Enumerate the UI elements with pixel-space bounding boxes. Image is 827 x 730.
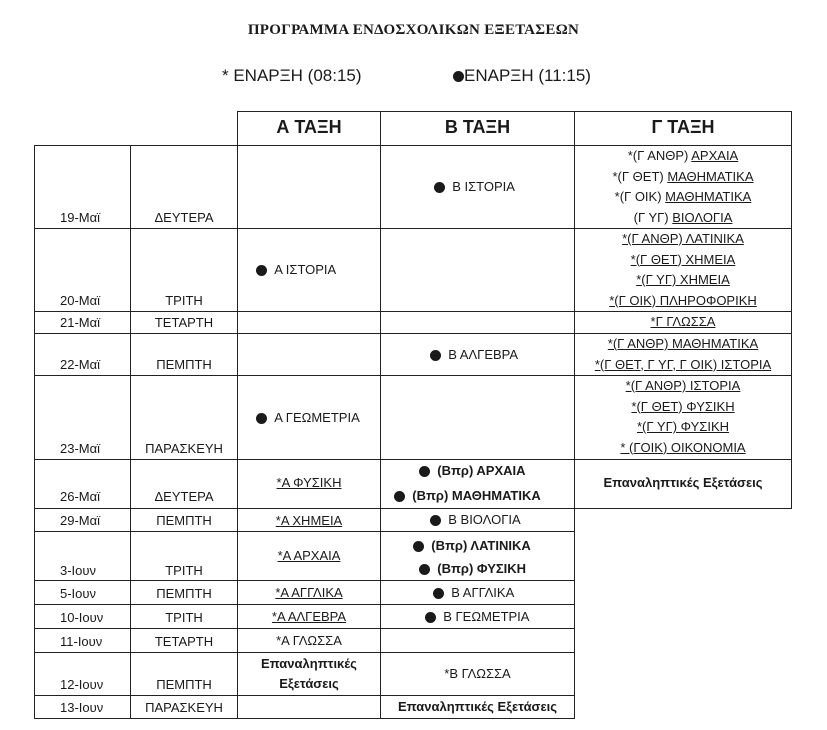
exam-a: *Α ΦΥΣΙΚΗ bbox=[276, 475, 342, 490]
exam-g: *(Γ ΑΝΘΡ) ΑΡΧΑΙΑ bbox=[627, 148, 739, 163]
exam-b: *Β ΓΛΩΣΣΑ bbox=[444, 666, 511, 681]
exam-g-group bbox=[574, 376, 792, 458]
day: ΠΑΡΑΣΚΕΥΗ bbox=[145, 441, 223, 456]
exam-g: *(Γ ΥΓ) ΦΥΣΙΚΗ bbox=[636, 419, 730, 434]
exam-g: *(Γ ΑΝΘΡ) ΜΑΘΗΜΑΤΙΚΑ bbox=[607, 336, 759, 351]
day: ΠΕΜΠΤΗ bbox=[156, 677, 212, 692]
legend-dot bbox=[453, 66, 591, 86]
bullet-icon bbox=[453, 71, 464, 82]
exam-g: * (ΓΟΙΚ) ΟΙΚΟΝΟΜΙΑ bbox=[620, 439, 746, 455]
exam-a-label: Α ΓΕΩΜΕΤΡΙΑ bbox=[274, 410, 360, 425]
date: 3-Ιουν bbox=[60, 563, 97, 578]
exam-g: *(Γ ΥΓ) ΧΗΜΕΙΑ bbox=[636, 272, 730, 287]
day: ΠΕΜΠΤΗ bbox=[156, 586, 212, 601]
date: 22-Μαϊ bbox=[60, 357, 101, 372]
exam-b bbox=[394, 488, 541, 504]
bullet-icon bbox=[419, 564, 430, 575]
exam-b bbox=[419, 561, 526, 577]
exam-a: *Α ΑΡΧΑΙΑ bbox=[277, 548, 341, 563]
exam-g: *(Γ ΘΕΤ) ΧΗΜΕΙΑ bbox=[630, 251, 736, 267]
exam-a-label: Α ΙΣΤΟΡΙΑ bbox=[274, 262, 337, 277]
exam-b-label: (Βπρ) ΛΑΤΙΝΙΚΑ bbox=[431, 538, 531, 553]
exam-b-label: Β ΑΓΓΛΙΚΑ bbox=[451, 585, 515, 600]
exam-a: Επαναληπτικές bbox=[261, 656, 357, 671]
exam-b bbox=[419, 463, 526, 479]
header-g: Γ ΤΑΞΗ bbox=[651, 117, 715, 137]
exam-b-label: Β ΒΙΟΛΟΓΙΑ bbox=[448, 512, 521, 527]
exam-g: *(Γ ΟΙΚ) ΠΛΗΡΟΦΟΡΙΚΗ bbox=[609, 292, 757, 308]
exam-b-label: (Βπρ) ΦΥΣΙΚΗ bbox=[437, 561, 527, 576]
exam-g-group bbox=[574, 146, 792, 228]
bullet-icon bbox=[430, 350, 441, 361]
bullet-icon bbox=[430, 515, 441, 526]
date: 11-Ιουν bbox=[60, 634, 103, 649]
exam-g-group bbox=[574, 334, 792, 375]
date: 12-Ιουν bbox=[60, 677, 104, 692]
exam-b-label: Β ΑΛΓΕΒΡΑ bbox=[448, 347, 519, 362]
exam-g-group bbox=[574, 312, 792, 333]
exam-g: *(Γ ΘΕΤ) ΦΥΣΙΚΗ bbox=[631, 398, 735, 414]
exam-a: Εξετάσεις bbox=[279, 676, 339, 691]
header-a: Α ΤΑΞΗ bbox=[276, 117, 342, 137]
exam-g: *(Γ ΟΙΚ) ΜΑΘΗΜΑΤΙΚΑ bbox=[614, 189, 752, 204]
day: ΤΡΙΤΗ bbox=[165, 293, 203, 308]
date: 20-Μαϊ bbox=[60, 293, 101, 308]
exam-b bbox=[425, 609, 529, 625]
date: 23-Μαϊ bbox=[60, 441, 101, 456]
exam-b bbox=[430, 512, 521, 528]
day: ΠΕΜΠΤΗ bbox=[156, 357, 212, 372]
exam-g: *(Γ ΑΝΘΡ) ΙΣΤΟΡΙΑ bbox=[625, 378, 741, 393]
bullet-icon bbox=[413, 541, 424, 552]
exam-b-label: (Βπρ) ΑΡΧΑΙΑ bbox=[437, 463, 526, 478]
exam-g: *(Γ ΘΕΤ) ΜΑΘΗΜΑΤΙΚΑ bbox=[612, 168, 754, 184]
exam-g: (Γ ΥΓ) ΒΙΟΛΟΓΙΑ bbox=[633, 209, 733, 225]
exam-g: *(Γ ΑΝΘΡ) ΛΑΤΙΝΙΚΑ bbox=[622, 231, 744, 246]
exam-g: *Γ ΓΛΩΣΣΑ bbox=[650, 314, 716, 329]
exam-b-label: Β ΓΕΩΜΕΤΡΙΑ bbox=[443, 609, 530, 624]
date: 19-Μαϊ bbox=[60, 210, 101, 225]
bullet-icon bbox=[434, 182, 445, 193]
date: 21-Μαϊ bbox=[60, 315, 101, 330]
bullet-icon bbox=[256, 265, 267, 276]
date: 13-Ιουν bbox=[60, 700, 104, 715]
day: ΠΑΡΑΣΚΕΥΗ bbox=[145, 700, 223, 715]
exam-b-label: (Βπρ) ΜΑΘΗΜΑΤΙΚΑ bbox=[412, 488, 541, 503]
exam-a: *Α ΑΓΓΛΙΚΑ bbox=[275, 585, 343, 600]
bullet-icon bbox=[394, 491, 405, 502]
exam-g: *(Γ ΘΕΤ, Γ ΥΓ, Γ ΟΙΚ) ΙΣΤΟΡΙΑ bbox=[594, 356, 772, 372]
exam-g-group bbox=[574, 229, 792, 311]
day: ΤΕΤΑΡΤΗ bbox=[154, 315, 214, 330]
exam-a: *Α ΧΗΜΕΙΑ bbox=[275, 513, 343, 528]
exam-b bbox=[434, 179, 515, 195]
exam-b: Επαναληπτικές Εξετάσεις bbox=[398, 699, 557, 714]
day: ΤΡΙΤΗ bbox=[165, 610, 203, 625]
exam-b-label: Β ΙΣΤΟΡΙΑ bbox=[452, 179, 515, 194]
day: ΠΕΜΠΤΗ bbox=[156, 513, 212, 528]
exam-a bbox=[256, 410, 360, 426]
legend-dot-label: ΕΝΑΡΞΗ (11:15) bbox=[464, 66, 591, 85]
exam-b bbox=[430, 347, 518, 363]
exam-a: *Α ΓΛΩΣΣΑ bbox=[276, 633, 342, 648]
exam-g: Επαναληπτικές Εξετάσεις bbox=[603, 475, 763, 490]
bullet-icon bbox=[256, 413, 267, 424]
day: ΔΕΥΤΕΡΑ bbox=[154, 489, 214, 504]
bullet-icon bbox=[425, 612, 436, 623]
date: 10-Ιουν bbox=[60, 610, 104, 625]
page-title: ΠΡΟΓΡΑΜΜΑ ΕΝΔΟΣΧΟΛΙΚΩΝ ΕΞΕΤΑΣΕΩΝ bbox=[247, 22, 580, 38]
day: ΔΕΥΤΕΡΑ bbox=[154, 210, 214, 225]
exam-b bbox=[433, 585, 514, 601]
day: ΤΡΙΤΗ bbox=[165, 563, 203, 578]
date: 26-Μαϊ bbox=[60, 489, 101, 504]
bullet-icon bbox=[433, 588, 444, 599]
exam-a bbox=[256, 262, 336, 278]
exam-a: *Α ΑΛΓΕΒΡΑ bbox=[271, 609, 347, 624]
day: ΤΕΤΑΡΤΗ bbox=[154, 634, 214, 649]
legend-star: * ΕΝΑΡΞΗ (08:15) bbox=[222, 66, 362, 85]
exam-b bbox=[413, 538, 531, 554]
header-b: Β ΤΑΞΗ bbox=[444, 117, 511, 137]
bullet-icon bbox=[419, 466, 430, 477]
date: 5-Ιουν bbox=[60, 586, 97, 601]
date: 29-Μαϊ bbox=[60, 513, 101, 528]
